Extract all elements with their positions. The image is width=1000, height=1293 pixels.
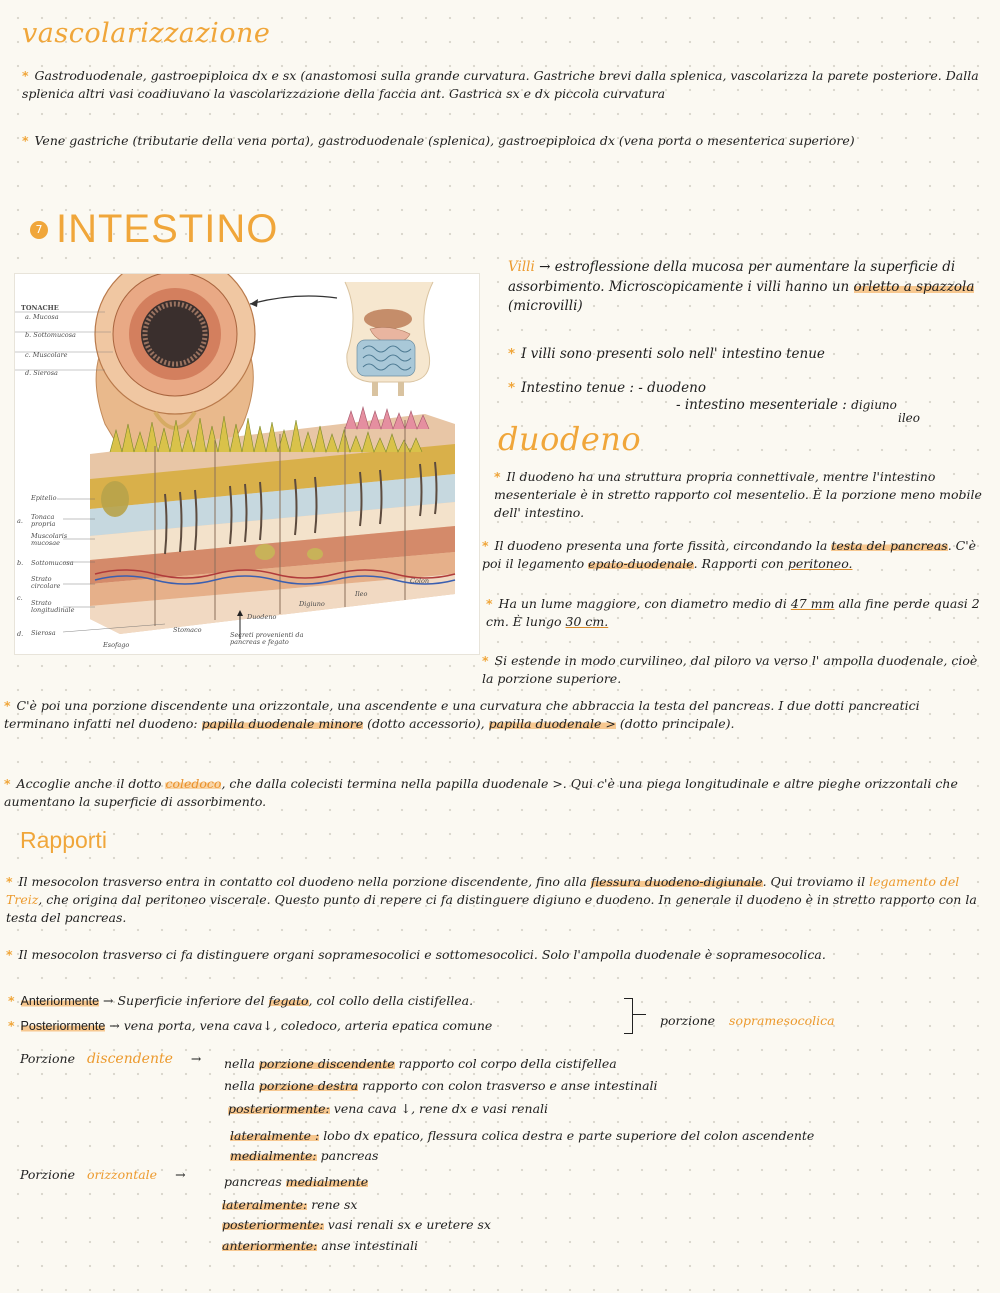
duodeno-p4 <box>482 652 982 688</box>
p4-text: Si estende in modo curvilineo, dal piloro va verso l' ampolla duodenale, cioè la porzione superiore. <box>482 653 978 686</box>
arrow-right-icon: → <box>539 259 551 275</box>
star-bullet-icon: * <box>482 653 489 668</box>
porzione-label: porzione <box>660 1013 716 1028</box>
intestine-illustration <box>15 274 479 654</box>
oriz-text: pancreas <box>224 1174 282 1189</box>
intestine-wall-illustration <box>14 273 480 655</box>
oriz-highlight: anteriormente: <box>222 1238 318 1253</box>
organ-label: Esofago <box>103 641 130 649</box>
star-bullet-icon: * <box>508 346 516 362</box>
p2-text: Il duodeno presenta una forte fissità, circondando la <box>494 538 828 553</box>
star-bullet-icon: * <box>486 596 493 611</box>
porzione-orizzontale-label <box>20 1166 186 1184</box>
p3-text: alla fine perde quasi 2 cm. È lungo <box>486 596 980 629</box>
layer-label: Sottomucosa <box>31 559 74 567</box>
organ-label: Digiuno <box>299 600 325 608</box>
organ-label: Duodeno <box>247 613 277 621</box>
layer-label: Sierosa <box>31 629 56 637</box>
torso-diagram <box>345 282 433 396</box>
disc-line-5 <box>230 1147 378 1165</box>
layer-label: Muscolaris mucosae <box>31 532 68 547</box>
disc-line-4 <box>230 1127 970 1145</box>
disc-line-1 <box>224 1055 617 1073</box>
section-number-badge: 7 <box>30 221 48 239</box>
layer-label: Epitelio <box>31 494 57 502</box>
ant-label: Anteriormente <box>20 994 100 1008</box>
disc-highlight: posteriormente: <box>228 1101 330 1116</box>
p5-highlight: papilla duodenale > <box>488 716 616 731</box>
p5-highlight: papilla duodenale minore <box>201 716 364 731</box>
post-text: → vena porta, vena cava↓, coledoco, arteria epatica comune <box>109 1018 493 1033</box>
tenue-label: Intestino tenue : <box>521 380 634 396</box>
bracket-stem <box>632 1014 646 1015</box>
disc-text: nella <box>224 1078 255 1093</box>
oriz-text: vasi renali sx e uretere sx <box>327 1217 491 1232</box>
villi-highlight: orletto a spazzola <box>853 278 975 295</box>
cross-section <box>15 274 255 449</box>
villi-text-b: (microvilli) <box>508 298 583 314</box>
disc-highlight: medialmente: <box>230 1148 317 1163</box>
layer-letter: b. <box>17 559 24 567</box>
star-bullet-icon: * <box>508 380 516 396</box>
disc-highlight: lateralmente : <box>230 1128 320 1143</box>
oriz-text: rene sx <box>311 1197 358 1212</box>
post-label: Posteriormente <box>20 1019 106 1033</box>
layer-label: Strato circolare <box>31 575 61 590</box>
vasc-paragraph-1 <box>22 67 982 103</box>
vasc-paragraph-2 <box>22 132 962 150</box>
duodeno-p6 <box>4 775 984 811</box>
porzione-discendente-label <box>20 1050 201 1068</box>
tonache-label: c. Muscolare <box>25 351 68 359</box>
tenue-item: - intestino mesenteriale : <box>676 397 847 413</box>
star-bullet-icon: * <box>6 874 13 889</box>
layer-letter: c. <box>17 594 23 602</box>
oriz-highlight: posteriormente: <box>222 1217 324 1232</box>
star-bullet-icon: * <box>4 776 11 791</box>
tenue-item: - duodeno <box>638 380 706 396</box>
p6-text: Accoglie anche il dotto <box>16 776 162 791</box>
porzione-orange: sopramesocolica <box>729 1013 835 1028</box>
intestino-heading <box>30 207 278 252</box>
star-bullet-icon: * <box>22 133 29 148</box>
rapporti-p1 <box>6 873 986 927</box>
p5-text: (dotto principale). <box>619 716 735 731</box>
disc-text: lobo dx epatico, flessura colica destra e parte superiore del colon ascendente <box>323 1128 815 1143</box>
arrow-left-icon <box>250 299 258 307</box>
star-bullet-icon: * <box>494 469 501 484</box>
oriz-text: anse intestinali <box>321 1238 419 1253</box>
duodeno-p1 <box>494 468 984 522</box>
section-title-duodeno: duodeno <box>498 420 642 458</box>
r-p1-text: Il mesocolon trasverso entra in contatto col duodeno nella porzione discendente, fino alla <box>18 874 587 889</box>
star-bullet-icon: * <box>22 68 29 83</box>
p6-highlight: coledoco <box>165 776 222 791</box>
ant-text: , col collo della cistifellea. <box>308 993 474 1008</box>
oriz-orange: orizzontale <box>86 1167 158 1182</box>
tonache-title: TONACHE <box>21 304 59 312</box>
duodeno-p3 <box>486 595 986 631</box>
p2-text: . Rapporti con <box>693 556 784 571</box>
duodeno-p2 <box>482 537 988 573</box>
villi-block <box>508 258 984 317</box>
disc-text: nella <box>224 1056 255 1071</box>
star-bullet-icon: * <box>482 538 489 553</box>
r-p1-highlight: flessura duodeno-digiunale <box>590 874 763 889</box>
disc-text: rapporto con colon trasverso e anse intestinali <box>362 1078 658 1093</box>
tenue-subitem: ileo <box>898 411 921 425</box>
disc-orange: discendente <box>86 1051 173 1067</box>
p3-underline: 30 cm. <box>565 614 609 629</box>
p2-text: . C'è poi il legamento <box>482 538 977 571</box>
oriz-line-3 <box>222 1216 491 1234</box>
ant-highlight: fegato <box>268 993 309 1008</box>
layer-letter: a. <box>17 517 23 525</box>
page-title: INTESTINO <box>56 207 279 251</box>
oriz-highlight: medialmente <box>285 1174 369 1189</box>
section-title-rapporti: Rapporti <box>20 827 107 853</box>
rapporti-posteriormente <box>8 1017 628 1035</box>
oriz-line-2 <box>222 1196 357 1214</box>
villi-text: estroflessione della mucosa per aumentare la superficie di assorbimento. Microscopicamente i villi hanno un <box>508 259 956 295</box>
oriz-line-4 <box>222 1237 418 1255</box>
organ-label: Ileo <box>355 590 368 598</box>
disc-text: vena cava ↓, rene dx e vasi renali <box>333 1101 549 1116</box>
p5-text: (dotto accessorio), <box>367 716 485 731</box>
villi-label: Villi <box>508 259 535 275</box>
villi-note <box>508 345 984 363</box>
vasc-p1-text: Gastroduodenale, gastroepiploica dx e sx (anastomosi sulla grande curvatura. Gastriche brevi dalla splenica, vascolarizza la parete posteriore. Dalla splenica altri vasi coadiuvano la vascolarizzazione della faccia ant. Gastrica sx e dx piccola curvatura <box>22 68 979 101</box>
p2-underline: peritoneo. <box>787 556 853 571</box>
disc-text: pancreas <box>320 1148 379 1163</box>
ant-text: → Superficie inferiore del <box>103 993 265 1008</box>
r-p1-orange: legamento del Treiz <box>6 874 960 907</box>
duodeno-p5 <box>4 697 984 733</box>
layer-label: Strato longitudinale <box>31 599 75 614</box>
oriz-highlight: lateralmente: <box>222 1197 308 1212</box>
r-p1-text: , che origina dal peritoneo viscerale. Questo punto di repere ci fa distinguere digiuno e duodeno. In generale il duodeno è in stretto rapporto con la testa del pancreas. <box>6 892 977 925</box>
oriz-label: Porzione <box>20 1167 75 1182</box>
tonache-label: d. Sierosa <box>25 369 58 377</box>
r-p1-text: . Qui troviamo il <box>762 874 866 889</box>
villi-note-text: I villi sono presenti solo nell' intestino tenue <box>521 346 825 362</box>
tonache-label: b. Sottomucosa <box>25 331 76 339</box>
porzione-sopramesocolica <box>660 1012 835 1030</box>
star-bullet-icon: * <box>8 1018 15 1033</box>
duodeno-p1-text: Il duodeno ha una struttura propria connettivale, mentre l'intestino mesenteriale è in stretto rapporto col mesentelio. È la porzione meno mobile dell' intestino. <box>494 469 982 520</box>
disc-label: Porzione <box>20 1051 75 1066</box>
tenue-subitem: digiuno <box>851 398 897 412</box>
p3-underline: 47 mm <box>790 596 835 611</box>
oriz-line-1 <box>224 1173 368 1191</box>
organ-label: Stomaco <box>173 626 202 634</box>
rapporti-p2 <box>6 946 986 964</box>
p3-text: Ha un lume maggiore, con diametro medio di <box>498 596 787 611</box>
star-bullet-icon: * <box>4 698 11 713</box>
organ-label: Colon <box>410 577 430 585</box>
p6-text: , che dalla colecisti termina nella papilla duodenale >. Qui c'è una piega longitudinale e altre pieghe orizzontali che aumentano la superficie di assorbimento. <box>4 776 958 809</box>
disc-text: rapporto col corpo della cistifellea <box>398 1056 617 1071</box>
disc-highlight: porzione discendente <box>258 1056 395 1071</box>
wall-layers <box>57 407 455 639</box>
star-bullet-icon: * <box>8 993 15 1008</box>
section-title-vascolarizzazione: vascolarizzazione <box>22 18 271 49</box>
arrow-right-icon: → <box>175 1167 186 1182</box>
p2-highlight: testa del pancreas <box>831 538 948 553</box>
disc-line-3 <box>228 1100 548 1118</box>
p2-highlight: epato-duodenale <box>588 556 694 571</box>
tonache-label: a. Mucosa <box>25 313 59 321</box>
r-p2-text: Il mesocolon trasverso ci fa distinguere organi sopramesocolici e sottomesocolici. Solo l'ampolla duodenale è sopramesocolica. <box>18 947 826 962</box>
bracket-icon <box>624 998 633 1034</box>
layer-label: Tonaca propria <box>31 513 56 528</box>
disc-line-2 <box>224 1077 658 1095</box>
vasc-p2-text: Vene gastriche (tributarie della vena porta), gastroduodenale (splenica), gastroepiploica dx (vena porta o mesenterica superiore) <box>34 133 855 148</box>
arrow-right-icon: → <box>190 1051 202 1066</box>
star-bullet-icon: * <box>6 947 13 962</box>
p5-text: C'è poi una porzione discendente una orizzontale, una ascendente e una curvatura che abbraccia la testa del pancreas. I due dotti pancreatici terminano infatti nel duodeno: <box>4 698 920 731</box>
rapporti-anteriormente <box>8 992 628 1010</box>
disc-highlight: porzione destra <box>258 1078 359 1093</box>
secreti-label: Secreti provenienti da pancreas e fegato <box>230 631 304 646</box>
layer-letter: d. <box>17 630 24 638</box>
